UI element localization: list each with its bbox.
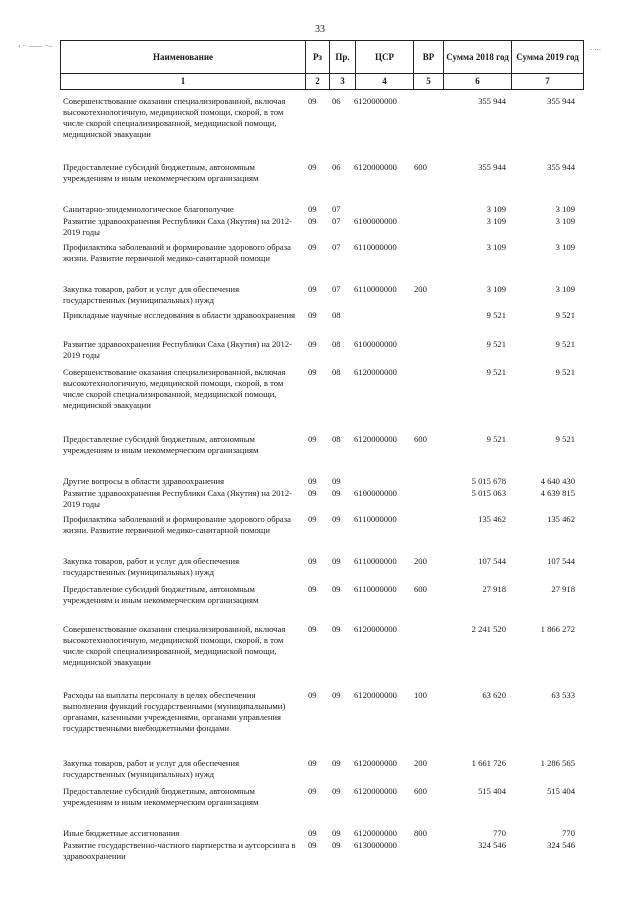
row-vr: 200: [414, 758, 427, 768]
table-row: [60, 584, 600, 606]
row-name: Развитие государственно-частного партнерства и аутсорсинга в здравоохранении: [63, 840, 296, 861]
table-row: [60, 310, 600, 321]
row-name: Закупка товаров, работ и услуг для обеспечения государственных (муниципальных) нужд: [63, 284, 240, 305]
row-sum-2018: 3 109: [486, 242, 506, 252]
row-sum-2019: 1 866 272: [540, 624, 575, 634]
row-csr: 6120000000: [354, 786, 397, 796]
row-rz: 09: [308, 624, 317, 634]
row-sum-2019: 1 286 565: [540, 758, 575, 768]
row-rz: 09: [308, 514, 317, 524]
row-name: Прикладные научные исследования в области здравоохранения: [63, 310, 296, 320]
row-vr: [410, 204, 438, 215]
row-name: Предоставление субсидий бюджетным, автономным учреждениям и иным некоммерческим организациям: [63, 162, 259, 183]
row-name: Другие вопросы в области здравоохранения: [63, 476, 225, 486]
row-vr: [410, 310, 438, 321]
row-name: Совершенствование оказания специализированной, включая высокотехнологичную, медицинской помощи, скорой, в том числе скорой специализированной, медицинской помощи, медицинской эвакуации: [63, 96, 286, 139]
table-row: [60, 284, 600, 306]
row-name: Санитарно-эпидемиологическое благополучие: [63, 204, 234, 214]
row-sum-2019: 3 109: [555, 204, 575, 214]
row-name: Профилактика заболеваний и формирование здорового образа жизни. Развитие первичной медико-санитарной помощи: [63, 514, 291, 535]
row-pr: 09: [332, 840, 341, 850]
row-sum-2019: 515 404: [547, 786, 575, 796]
row-pr: 07: [332, 204, 341, 214]
row-sum-2019: 9 521: [555, 339, 575, 349]
row-csr: 6100000000: [354, 216, 397, 226]
row-rz: 09: [308, 162, 317, 172]
row-name: Совершенствование оказания специализированной, включая высокотехнологичную, медицинской помощи, скорой, в том числе скорой специализированной, медицинской помощи, медицинской эвакуации: [63, 367, 286, 410]
row-vr: [410, 514, 438, 536]
row-sum-2018: 5 015 063: [471, 488, 506, 498]
row-vr: 100: [414, 690, 427, 700]
table-row: [60, 162, 600, 184]
table-row: [60, 367, 600, 411]
row-sum-2018: 135 462: [478, 514, 506, 524]
row-sum-2018: 9 521: [486, 310, 506, 320]
row-name: Предоставление субсидий бюджетным, автономным учреждениям и иным некоммерческим организациям: [63, 434, 259, 455]
row-name: Совершенствование оказания специализированной, включая высокотехнологичную, медицинской помощи, скорой, в том числе скорой специализированной, медицинской помощи, медицинской эвакуации: [63, 624, 286, 667]
row-csr: [350, 476, 410, 487]
row-sum-2018: 9 521: [486, 339, 506, 349]
row-sum-2019: 63 533: [551, 690, 575, 700]
row-csr: 6120000000: [354, 367, 397, 377]
header-sum-2018: Сумма 2018 год: [444, 41, 512, 73]
row-rz: 09: [308, 96, 317, 106]
row-csr: 6110000000: [354, 242, 397, 252]
row-sum-2018: 355 944: [478, 96, 506, 106]
row-name: Предоставление субсидий бюджетным, автономным учреждениям и иным некоммерческим организациям: [63, 584, 259, 605]
row-pr: 09: [332, 690, 341, 700]
row-vr: [410, 96, 438, 140]
row-csr: 6110000000: [354, 514, 397, 524]
table-row: [60, 204, 600, 215]
row-sum-2018: 3 109: [486, 216, 506, 226]
column-number: 2: [306, 73, 330, 89]
row-vr: 600: [414, 162, 427, 172]
row-csr: [350, 310, 410, 321]
row-csr: 6110000000: [354, 556, 397, 566]
row-sum-2019: 355 944: [547, 162, 575, 172]
header-csr: ЦСР: [356, 41, 414, 73]
row-rz: 09: [308, 284, 317, 294]
table-row: [60, 786, 600, 808]
row-csr: 6120000000: [354, 758, 397, 768]
header-rz: Рз: [306, 41, 330, 73]
table-row: [60, 488, 600, 510]
row-sum-2018: 3 109: [486, 284, 506, 294]
table-row: [60, 216, 600, 238]
row-sum-2019: 27 918: [551, 584, 575, 594]
row-pr: 09: [332, 476, 341, 486]
row-rz: 09: [308, 840, 317, 850]
row-csr: [350, 204, 410, 215]
row-sum-2018: 1 661 726: [471, 758, 506, 768]
row-sum-2018: 770: [493, 828, 506, 838]
row-name: Предоставление субсидий бюджетным, автономным учреждениям и иным некоммерческим организациям: [63, 786, 259, 807]
table-header: [60, 40, 584, 74]
row-csr: 6110000000: [354, 584, 397, 594]
row-pr: 08: [332, 367, 341, 377]
row-pr: 07: [332, 242, 341, 252]
row-vr: [410, 488, 438, 510]
table-row: [60, 476, 600, 487]
table-row: [60, 96, 600, 140]
row-sum-2019: 107 544: [547, 556, 575, 566]
row-sum-2019: 9 521: [555, 310, 575, 320]
table-row: [60, 690, 600, 734]
row-pr: 09: [332, 786, 341, 796]
table-row: [60, 242, 600, 264]
row-vr: [410, 476, 438, 487]
row-pr: 09: [332, 488, 341, 498]
row-vr: 200: [414, 556, 427, 566]
row-sum-2018: 107 544: [478, 556, 506, 566]
row-pr: 09: [332, 556, 341, 566]
table-row: [60, 624, 600, 668]
row-sum-2018: 515 404: [478, 786, 506, 796]
row-sum-2019: 324 546: [547, 840, 575, 850]
row-rz: 09: [308, 476, 317, 486]
row-csr: 6120000000: [354, 624, 397, 634]
row-sum-2019: 4 640 430: [540, 476, 575, 486]
row-vr: 600: [414, 434, 427, 444]
table-row: [60, 434, 600, 456]
row-vr: [410, 840, 438, 862]
row-pr: 09: [332, 758, 341, 768]
row-pr: 08: [332, 434, 341, 444]
row-sum-2018: 27 918: [482, 584, 506, 594]
row-vr: 600: [414, 584, 427, 594]
row-vr: [410, 242, 438, 264]
header-vr: ВР: [414, 41, 444, 73]
row-rz: 09: [308, 488, 317, 498]
row-sum-2019: 3 109: [555, 216, 575, 226]
row-name: Закупка товаров, работ и услуг для обеспечения государственных (муниципальных) нужд: [63, 758, 240, 779]
row-rz: 09: [308, 584, 317, 594]
table-row: [60, 828, 600, 839]
row-rz: 09: [308, 204, 317, 214]
column-number: 4: [356, 73, 414, 89]
row-vr: 800: [414, 828, 427, 838]
row-vr: [410, 216, 438, 238]
row-sum-2018: 355 944: [478, 162, 506, 172]
column-number: 7: [545, 76, 550, 86]
row-pr: 07: [332, 284, 341, 294]
row-pr: 08: [332, 310, 341, 320]
row-pr: 06: [332, 96, 341, 106]
table-row: [60, 556, 600, 578]
row-vr: [410, 339, 438, 361]
row-rz: 09: [308, 242, 317, 252]
row-rz: 09: [308, 690, 317, 700]
row-rz: 09: [308, 216, 317, 226]
row-name: Развитие здравоохранения Республики Саха (Якутия) на 2012-2019 годы: [63, 488, 293, 509]
row-vr: [410, 624, 438, 668]
left-margin-mark: ‹ ·· —— ··–: [18, 42, 53, 50]
row-rz: 09: [308, 367, 317, 377]
row-csr: 6130000000: [354, 840, 397, 850]
row-name: Закупка товаров, работ и услуг для обеспечения государственных (муниципальных) нужд: [63, 556, 240, 577]
row-sum-2019: 355 944: [547, 96, 575, 106]
row-vr: 600: [414, 786, 427, 796]
row-sum-2019: 135 462: [547, 514, 575, 524]
row-sum-2018: 3 109: [486, 204, 506, 214]
row-pr: 07: [332, 216, 341, 226]
row-csr: 6110000000: [354, 284, 397, 294]
table-row: [60, 758, 600, 780]
table-row: [60, 840, 600, 862]
row-rz: 09: [308, 310, 317, 320]
row-rz: 09: [308, 339, 317, 349]
row-pr: 09: [332, 584, 341, 594]
row-sum-2018: 63 620: [482, 690, 506, 700]
row-sum-2019: 3 109: [555, 284, 575, 294]
row-rz: 09: [308, 556, 317, 566]
row-csr: 6100000000: [354, 488, 397, 498]
row-sum-2019: 770: [562, 828, 575, 838]
header-sum-2019: Сумма 2019 год: [516, 52, 579, 62]
row-rz: 09: [308, 828, 317, 838]
row-rz: 09: [308, 758, 317, 768]
column-numbers-row: [60, 73, 584, 90]
row-name: Развитие здравоохранения Республики Саха (Якутия) на 2012-2019 годы: [63, 216, 293, 237]
row-csr: 6100000000: [354, 339, 397, 349]
table-row: [60, 339, 600, 361]
column-number: 3: [330, 73, 356, 89]
header-pr: Пр.: [330, 41, 356, 73]
right-margin-mark: · ···: [590, 46, 602, 54]
row-rz: 09: [308, 434, 317, 444]
row-pr: 09: [332, 828, 341, 838]
page-number: 33: [315, 24, 325, 35]
row-sum-2018: 5 015 678: [471, 476, 506, 486]
row-name: Иные бюджетные ассигнования: [63, 828, 180, 838]
row-csr: 6120000000: [354, 434, 397, 444]
row-sum-2019: 4 639 815: [540, 488, 575, 498]
row-vr: [410, 367, 438, 411]
row-csr: 6120000000: [354, 162, 397, 172]
row-sum-2019: 3 109: [555, 242, 575, 252]
row-name: Профилактика заболеваний и формирование здорового образа жизни. Развитие первичной медико-санитарной помощи: [63, 242, 291, 263]
row-csr: 6120000000: [354, 96, 397, 106]
row-sum-2019: 9 521: [555, 367, 575, 377]
row-csr: 6120000000: [354, 828, 397, 838]
row-csr: 6120000000: [354, 690, 397, 700]
row-name: Расходы на выплаты персоналу в целях обеспечения выполнения функций государственными (муниципальными) органами, казенными учреждениями, органами управления государственными внебюджетными фондами: [63, 690, 286, 733]
row-pr: 09: [332, 514, 341, 524]
row-pr: 08: [332, 339, 341, 349]
column-number: 5: [414, 73, 444, 89]
row-sum-2018: 9 521: [486, 434, 506, 444]
row-sum-2018: 9 521: [486, 367, 506, 377]
row-vr: 200: [414, 284, 427, 294]
row-sum-2018: 2 241 520: [471, 624, 506, 634]
row-rz: 09: [308, 786, 317, 796]
column-number: 6: [444, 73, 512, 89]
row-pr: 09: [332, 624, 341, 634]
row-pr: 06: [332, 162, 341, 172]
row-sum-2019: 9 521: [555, 434, 575, 444]
row-name: Развитие здравоохранения Республики Саха (Якутия) на 2012-2019 годы: [63, 339, 293, 360]
table-row: [60, 514, 600, 536]
column-number: 1: [61, 73, 306, 89]
header-name: Наименование: [61, 41, 306, 73]
row-sum-2018: 324 546: [478, 840, 506, 850]
